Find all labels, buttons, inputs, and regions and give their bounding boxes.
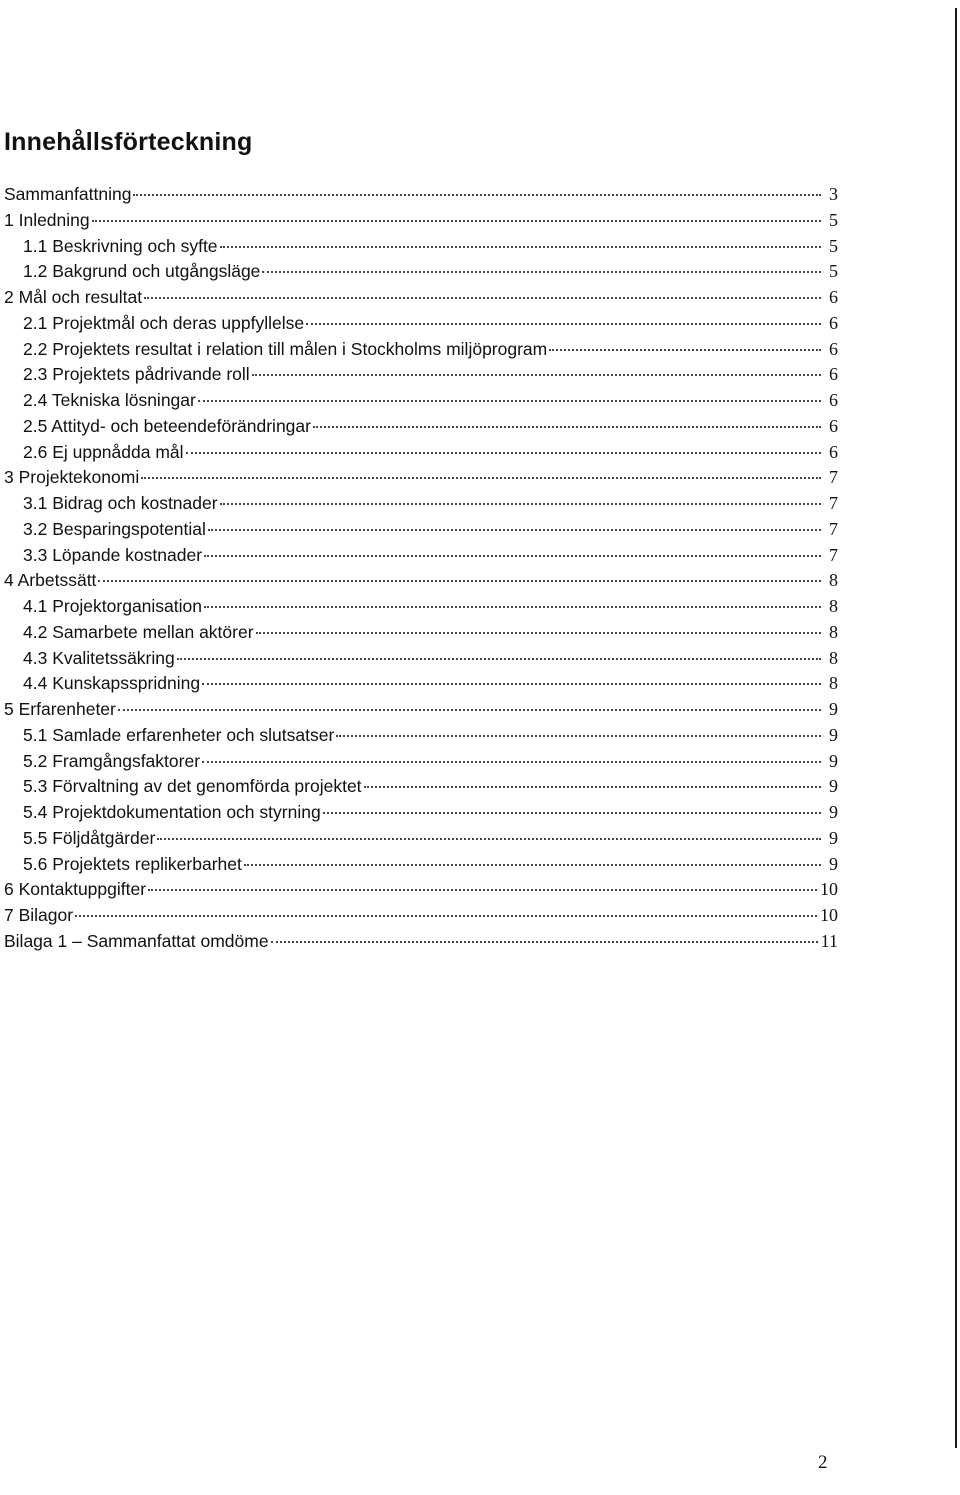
toc-entry-page: 6 [829, 287, 838, 307]
toc-entry-page: 11 [820, 930, 838, 951]
toc-entry-page: 8 [829, 596, 838, 616]
dot-leader [306, 323, 821, 325]
toc-entry-label: 3.3 Löpande kostnader [23, 544, 203, 565]
toc-entry-page: 6 [829, 312, 838, 333]
toc-entry[interactable] [4, 184, 838, 210]
dot-leader [204, 555, 821, 557]
toc-entry-label: 4 Arbetssätt [4, 570, 97, 591]
toc-entry-page: 7 [829, 467, 838, 488]
toc-entry[interactable] [4, 622, 838, 648]
toc-entry-label: 2.4 Tekniska lösningar [23, 390, 196, 410]
toc-entry-page: 3 [829, 184, 838, 204]
toc-entry-label: 4.1 Projektorganisation [23, 596, 202, 616]
toc-entry-label: 5.5 Följdåtgärder [23, 827, 156, 848]
toc-entry[interactable] [4, 931, 838, 957]
toc-entry-label: 3.1 Bidrag och kostnader [23, 493, 218, 513]
dot-leader [177, 658, 821, 660]
toc-entry-page: 10 [820, 905, 838, 925]
dot-leader [549, 349, 821, 351]
toc-entry-page: 5 [829, 209, 838, 230]
toc-entry-label: 3.2 Besparingspotential [23, 518, 206, 539]
toc-entry-label: 2.1 Projektmål och deras uppfyllelse [23, 312, 305, 333]
toc-entry-label: 4.4 Kunskapsspridning [23, 673, 201, 694]
toc-entry-page: 8 [829, 570, 838, 591]
dot-leader [252, 374, 821, 376]
toc-entry-label: Bilaga 1 – Sammanfattat omdöme [4, 930, 269, 951]
toc-entry-label: 4.3 Kvalitetssäkring [23, 647, 175, 668]
toc-entry-page: 9 [829, 724, 838, 745]
dot-leader [92, 220, 821, 222]
toc-entry[interactable] [4, 493, 838, 519]
toc-entry[interactable] [4, 828, 838, 854]
toc-entry-label: 1 Inledning [4, 209, 90, 230]
toc-entry[interactable] [4, 210, 838, 236]
toc-entry-label: 4.2 Samarbete mellan aktörer [23, 621, 254, 642]
toc-entry[interactable] [4, 519, 838, 545]
toc-entry-page: 9 [829, 750, 838, 771]
toc-entry-label: 5.3 Förvaltning av det genomförda projektet [23, 776, 362, 797]
toc-entry[interactable] [4, 236, 838, 262]
toc-entry-label: 2.5 Attityd- och beteendeförändringar [23, 415, 311, 436]
dot-leader [271, 941, 818, 943]
toc-entry[interactable] [4, 673, 838, 699]
toc-entry-label: 1.2 Bakgrund och utgångsläge [23, 261, 261, 282]
dot-leader [186, 452, 821, 454]
toc-entry-page: 10 [820, 879, 838, 900]
toc-entry[interactable] [4, 390, 838, 416]
toc-entry-label: 2.2 Projektets resultat i relation till målen i Stockholms miljöprogram [23, 338, 548, 359]
toc-entry-page: 5 [829, 235, 838, 256]
toc-entry-page: 9 [829, 802, 838, 822]
dot-leader [244, 864, 821, 866]
toc-entry[interactable] [4, 802, 838, 828]
toc-entry[interactable] [4, 416, 838, 442]
toc-entry-page: 6 [829, 390, 838, 410]
dot-leader [313, 426, 821, 428]
toc-entry-label: 5.4 Projektdokumentation och styrning [23, 802, 321, 822]
dot-leader [98, 580, 821, 582]
toc-entry-label: 5 Erfarenheter [4, 699, 116, 719]
toc-entry-label: 2.3 Projektets pådrivande roll [23, 364, 250, 385]
toc-entry[interactable] [4, 442, 838, 468]
toc-entry-page: 8 [829, 673, 838, 694]
dot-leader [202, 761, 821, 763]
toc-entry-page: 7 [829, 544, 838, 565]
dot-leader [220, 503, 821, 505]
toc-entry-page: 8 [829, 647, 838, 668]
toc-entry-label: 7 Bilagor [4, 905, 74, 925]
toc-entry[interactable] [4, 879, 838, 905]
dot-leader [202, 683, 821, 685]
dot-leader [262, 271, 821, 273]
toc-entry-page: 5 [829, 261, 838, 282]
toc-entry-label: 5.2 Framgångsfaktorer [23, 750, 201, 771]
scan-edge-line [955, 8, 957, 1448]
dot-leader [256, 632, 821, 634]
toc-entry[interactable] [4, 570, 838, 596]
toc-entry[interactable] [4, 854, 838, 880]
toc-entry[interactable] [4, 648, 838, 674]
toc-entry-page: 7 [829, 493, 838, 513]
toc-entry[interactable] [4, 699, 838, 725]
toc-entry-page: 9 [829, 827, 838, 848]
toc-entry-page: 9 [829, 776, 838, 797]
dot-leader [75, 915, 817, 917]
toc-entry[interactable] [4, 725, 838, 751]
toc-entry[interactable] [4, 339, 838, 365]
toc-entry-label: 5.6 Projektets replikerbarhet [23, 853, 242, 874]
dot-leader [323, 812, 821, 814]
page-title: Innehållsförteckning [4, 128, 253, 156]
toc-entry[interactable] [4, 545, 838, 571]
toc-entry-page: 8 [829, 621, 838, 642]
dot-leader [141, 477, 821, 479]
dot-leader [133, 194, 821, 196]
toc-entry-page: 7 [829, 518, 838, 539]
toc-entry-label: 5.1 Samlade erfarenheter och slutsatser [23, 724, 335, 745]
dot-leader [198, 400, 821, 402]
toc-entry-page: 6 [829, 364, 838, 385]
dot-leader [364, 786, 821, 788]
dot-leader [157, 838, 821, 840]
toc-entry-label: 1.1 Beskrivning och syfte [23, 235, 218, 256]
toc-entry-label: Sammanfattning [4, 184, 132, 204]
toc-entry[interactable] [4, 261, 838, 287]
toc-entry[interactable] [4, 905, 838, 931]
toc-entry[interactable] [4, 313, 838, 339]
toc-entry-page: 6 [829, 338, 838, 359]
dot-leader [220, 246, 821, 248]
toc-entry-page: 9 [829, 853, 838, 874]
toc-entry-page: 9 [829, 699, 838, 719]
toc-entry[interactable] [4, 467, 838, 493]
toc-entry[interactable] [4, 364, 838, 390]
toc-entry-label: 2.6 Ej uppnådda mål [23, 441, 184, 462]
dot-leader [118, 709, 821, 711]
toc-entry[interactable] [4, 776, 838, 802]
toc-entry-label: 3 Projektekonomi [4, 467, 140, 488]
dot-leader [208, 529, 821, 531]
page-number: 2 [818, 1452, 828, 1473]
dot-leader [144, 297, 821, 299]
toc-entry[interactable] [4, 751, 838, 777]
dot-leader [148, 889, 817, 891]
toc-entry-label: 6 Kontaktuppgifter [4, 879, 147, 900]
toc-entry-page: 6 [829, 441, 838, 462]
dot-leader [204, 606, 821, 608]
toc-entry-page: 6 [829, 415, 838, 436]
table-of-contents [4, 184, 838, 957]
dot-leader [336, 735, 821, 737]
toc-entry[interactable] [4, 287, 838, 313]
toc-entry-label: 2 Mål och resultat [4, 287, 143, 307]
toc-entry[interactable] [4, 596, 838, 622]
